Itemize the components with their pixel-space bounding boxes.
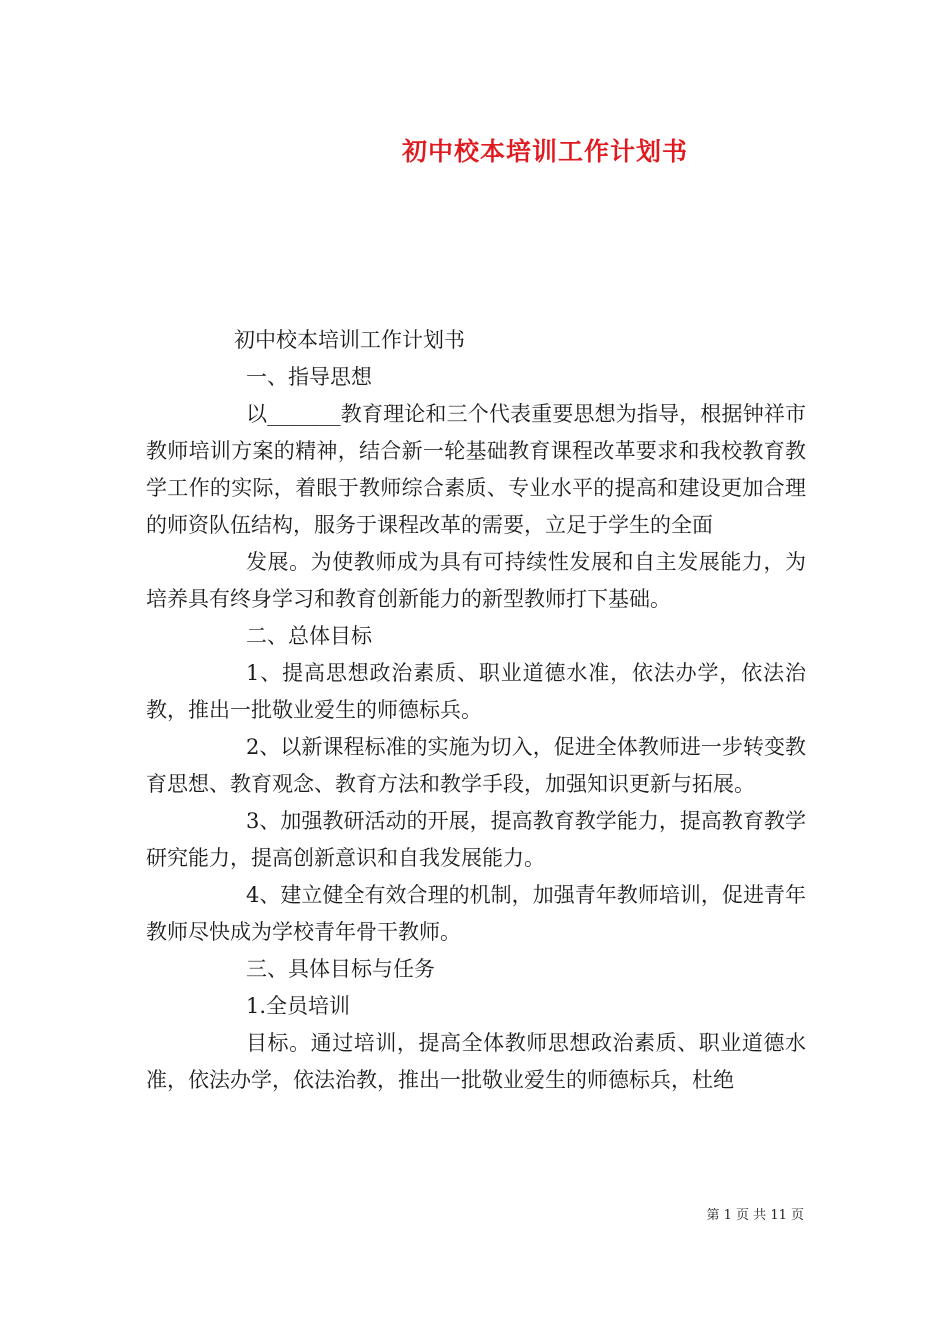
page-number: 第 1 页 共 11 页	[706, 1208, 804, 1223]
paragraph: 3、加强教研活动的开展，提高教育教学能力，提高教育教学研究能力，提高创新意识和自我发展能力。	[146, 809, 806, 870]
section-heading-specific-goals: 三、具体目标与任务	[246, 957, 435, 981]
document-body	[146, 322, 806, 1099]
paragraph: 以_______教育理论和三个代表重要思想为指导，根据钟祥市教师培训方案的精神，结合新一轮基础教育课程改革要求和我校教育教学工作的实际，着眼于教师综合素质、专业水平的提高和建设更加合理的师资队伍结构，服务于课程改革的需要，立足于学生的全面	[146, 402, 806, 537]
subsection-heading-all-staff-training: 1.全员培训	[246, 994, 351, 1018]
paragraph: 4、建立健全有效合理的机制，加强青年教师培训，促进青年教师尽快成为学校青年骨干教师。	[146, 883, 806, 944]
paragraph: 1、提高思想政治素质、职业道德水准，依法办学，依法治教，推出一批敬业爱生的师德标兵。	[146, 661, 806, 722]
paragraph: 发展。为使教师成为具有可持续性发展和自主发展能力，为培养具有终身学习和教育创新能力的新型教师打下基础。	[146, 550, 806, 611]
section-heading-overall-goals: 二、总体目标	[246, 624, 372, 648]
section-heading-guiding-thought: 一、指导思想	[246, 365, 372, 389]
document-title: 初中校本培训工作计划书	[401, 137, 688, 166]
paragraph: 2、以新课程标准的实施为切入，促进全体教师进一步转变教育思想、教育观念、教育方法和教学手段，加强知识更新与拓展。	[146, 735, 806, 796]
document-subtitle: 初中校本培训工作计划书	[234, 328, 465, 352]
paragraph: 目标。通过培训，提高全体教师思想政治素质、职业道德水准，依法办学，依法治教，推出一批敬业爱生的师德标兵，杜绝	[146, 1031, 806, 1092]
